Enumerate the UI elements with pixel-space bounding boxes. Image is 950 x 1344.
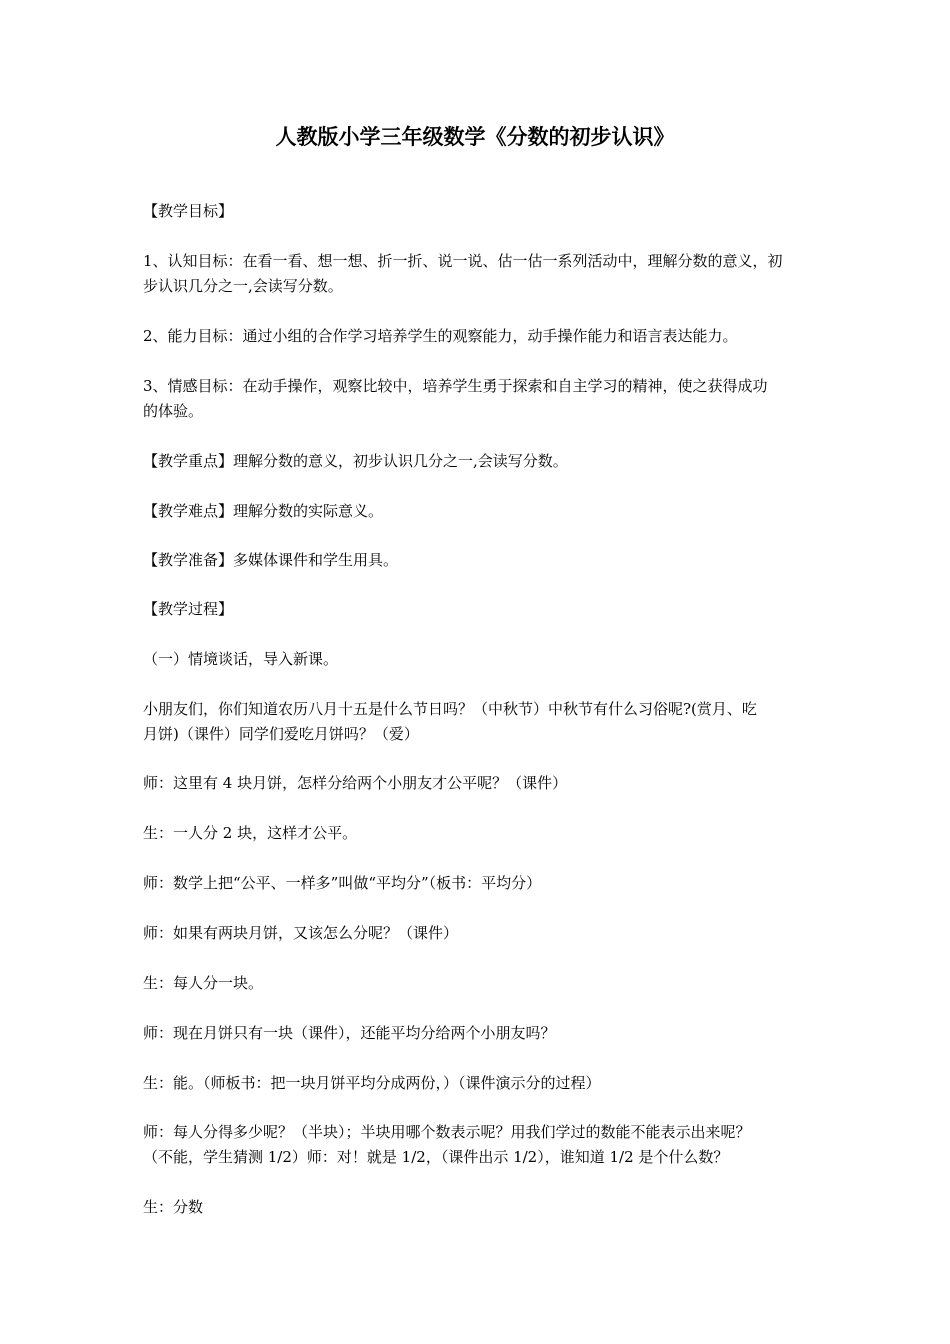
paragraph-line: 生：分数 (143, 1198, 204, 1216)
paragraph (143, 871, 811, 896)
paragraph (143, 1021, 811, 1046)
paragraph (143, 771, 811, 796)
paragraph-line: 生：能。（师板书：把一块月饼平均分成两份，）（课件演示分的过程） (143, 1074, 601, 1092)
paragraph-line: 师：每人分得多少呢？（半块）；半块用哪个数表示呢？用我们学过的数能不能表示出来呢？ (143, 1123, 751, 1141)
paragraph (143, 199, 811, 224)
paragraph (143, 548, 811, 573)
paragraph (143, 499, 811, 524)
paragraph-line: 【教学准备】多媒体课件和学生用具。 (143, 551, 399, 569)
paragraph (143, 1071, 811, 1096)
paragraph-line: 【教学重点】理解分数的意义，初步认识几分之一,会读写分数。 (143, 452, 568, 470)
paragraph-line: 步认识几分之一,会读写分数。 (143, 277, 343, 295)
paragraph (143, 249, 811, 299)
paragraph (143, 1120, 811, 1170)
paragraph (143, 921, 811, 946)
paragraph-line: 生：每人分一块。 (143, 974, 264, 992)
paragraph-line: 月饼)（课件）同学们爱吃月饼吗？（爱） (143, 725, 419, 743)
paragraph-line: 师：数学上把“公平、一样多”叫做“平均分”（板书：平均分） (143, 874, 542, 892)
paragraph (143, 324, 811, 349)
paragraph-line: 师：现在月饼只有一块（课件），还能平均分给两个小朋友吗？ (143, 1024, 556, 1042)
paragraph-line: 【教学目标】 (143, 202, 234, 220)
paragraph-line: 2、能力目标：通过小组的合作学习培养学生的观察能力，动手操作能力和语言表达能力。 (143, 327, 738, 345)
paragraph (143, 697, 811, 747)
paragraph (143, 821, 811, 846)
paragraph-line: 1、认知目标：在看一看、想一想、折一折、说一说、估一估一系列活动中，理解分数的意义，初 (143, 252, 783, 270)
document-title: 人教版小学三年级数学《分数的初步认识》 (275, 124, 675, 149)
paragraph-line: 3、情感目标：在动手操作，观察比较中，培养学生勇于探索和自主学习的精神，使之获得成功 (143, 377, 768, 395)
paragraph (143, 1195, 811, 1220)
paragraph-line: 【教学难点】理解分数的实际意义。 (143, 502, 384, 520)
paragraph-line: 生：一人分 2 块，这样才公平。 (143, 824, 358, 842)
paragraph (143, 374, 811, 424)
paragraph-line: （不能，学生猜测 1/2）师：对！就是 1/2，（课件出示 1/2），谁知道 1/2 是个什么数？ (143, 1148, 729, 1166)
paragraph (143, 647, 811, 672)
paragraph (143, 449, 811, 474)
paragraph-line: 师：如果有两块月饼，又该怎么分呢？（课件） (143, 924, 459, 942)
paragraph (143, 597, 811, 622)
paragraph-line: 小朋友们，你们知道农历八月十五是什么节日吗？（中秋节）中秋节有什么习俗呢?(赏月、吃 (143, 700, 757, 718)
paragraph-line: （一）情境谈话，导入新课。 (143, 650, 339, 668)
paragraph-line: 的体验。 (143, 402, 204, 420)
paragraph-line: 【教学过程】 (143, 600, 234, 618)
paragraph (143, 971, 811, 996)
paragraph-line: 师：这里有 4 块月饼，怎样分给两个小朋友才公平呢？（课件） (143, 774, 568, 792)
